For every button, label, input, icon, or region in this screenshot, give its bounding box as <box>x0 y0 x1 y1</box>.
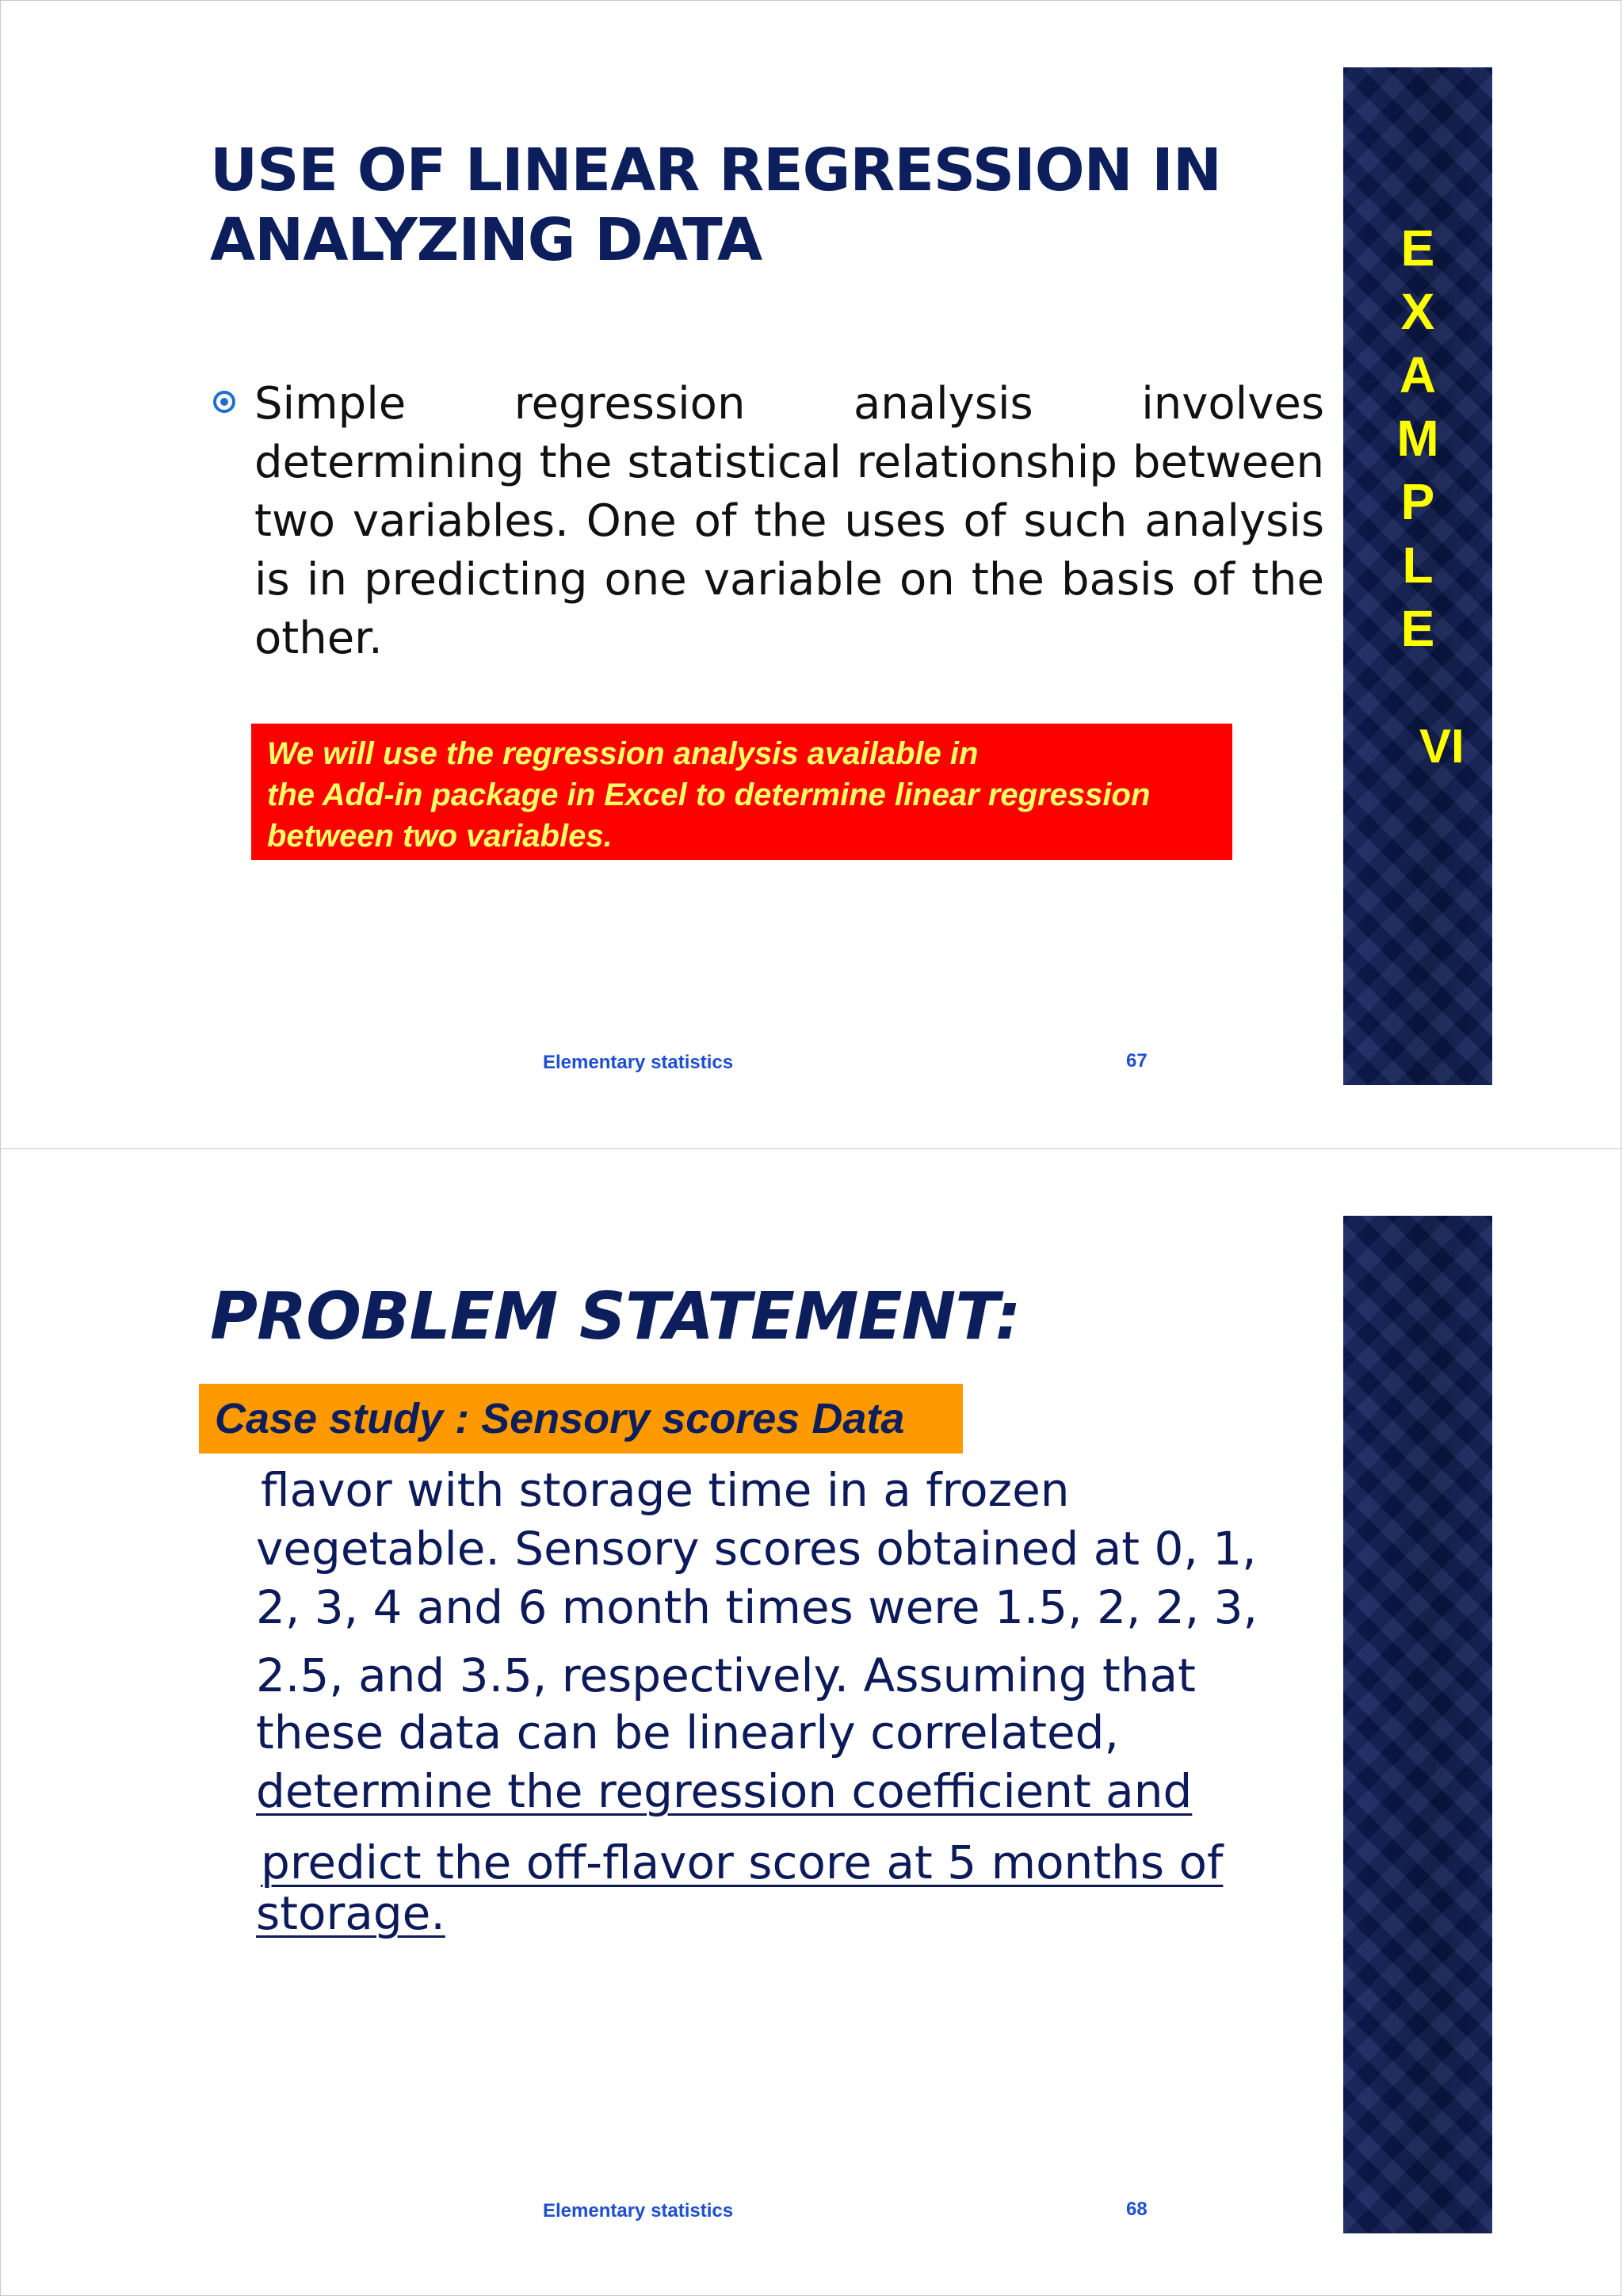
example-sidebar <box>1343 67 1492 1085</box>
body-line-7: predict the off-flavor score at 5 months of <box>261 1836 1224 1889</box>
page-number: 67 <box>1126 1050 1148 1072</box>
slide-title <box>210 136 1319 275</box>
footer-label: Elementary statistics <box>543 1052 734 1073</box>
body-line-3: 2, 3, 4 and 6 month times were 1.5, 2, 2, 3, <box>256 1580 1258 1634</box>
title-line-2: ANALYZING DATA <box>210 206 762 274</box>
callout-line-1: We will use the regression analysis available in <box>267 736 979 771</box>
sidebar-roman-numeral: VI <box>1419 720 1465 773</box>
sidebar-letter: P <box>1400 473 1435 530</box>
decorative-sidebar <box>1343 1216 1492 2233</box>
sidebar-letter: A <box>1399 346 1437 403</box>
body-line-4: 2.5, and 3.5, respectively. Assuming that <box>256 1648 1196 1702</box>
callout-line-3: between two variables. <box>267 819 613 854</box>
body-line-8: storage. <box>256 1886 445 1940</box>
sidebar-letter: X <box>1400 283 1435 340</box>
sidebar-letter: E <box>1400 220 1435 277</box>
sidebar-letter: E <box>1400 600 1435 657</box>
body-line-1: flavor with storage time in a frozen <box>261 1463 1070 1517</box>
slide-67 <box>0 0 1621 1149</box>
slide-68 <box>0 1148 1621 2296</box>
bullet-text: Simple regression analysis involves determining the statistical relationship between two variables. One of the uses of such analysis is in predicting one variable on the basis of the other. <box>254 378 1324 664</box>
excel-callout-box <box>251 724 1232 860</box>
body-line-6: determine the regression coefficient and <box>256 1764 1193 1818</box>
body-line-5: these data can be linearly correlated, <box>256 1706 1119 1759</box>
sidebar-letter: M <box>1396 410 1439 467</box>
page-number: 68 <box>1126 2199 1148 2220</box>
case-study-label: Case study : Sensory scores Data <box>199 1384 963 1454</box>
sidebar-vertical-word <box>1343 216 1492 660</box>
callout-line-2: the Add-in package in Excel to determine linear regression <box>267 777 1151 812</box>
title-line-1: USE OF LINEAR REGRESSION IN <box>210 136 1221 204</box>
radio-bullet-icon <box>213 391 235 413</box>
footer-label: Elementary statistics <box>543 2200 734 2222</box>
slide-title: PROBLEM STATEMENT: <box>210 1279 1021 1354</box>
body-line-2: vegetable. Sensory scores obtained at 0, 1, <box>256 1522 1257 1576</box>
sidebar-letter: L <box>1402 537 1434 594</box>
